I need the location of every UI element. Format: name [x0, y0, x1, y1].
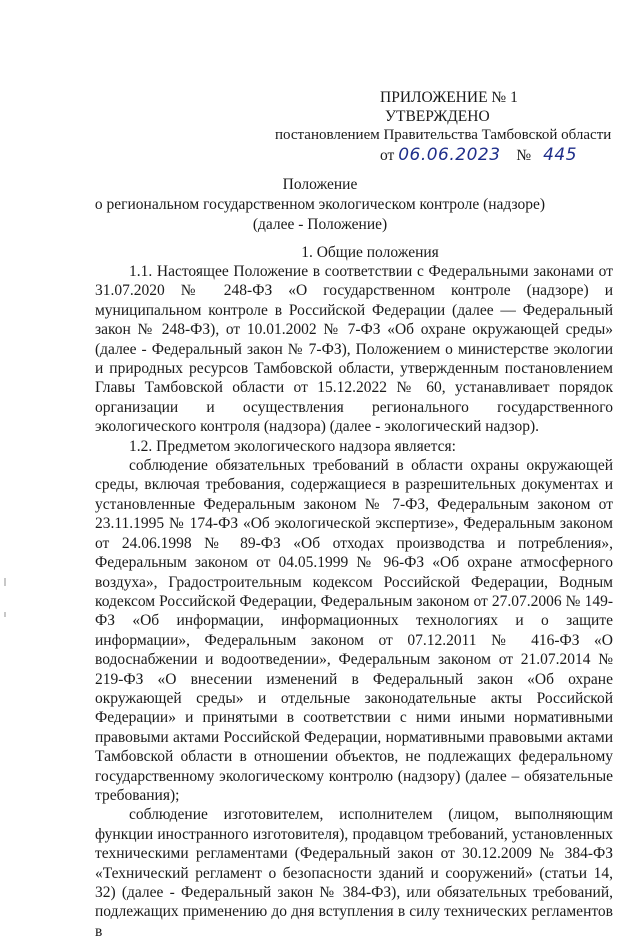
handwritten-date: 06.06.2023 [398, 145, 501, 165]
section-heading [0, 244, 640, 262]
paragraph-1-2: 1.2. Предметом экологического надзора является: [129, 437, 456, 455]
margin-mark [4, 578, 6, 586]
paragraph-1-1: 1.1. Настоящее Положение в соответствии с Федеральными законами от 31.07.2020 № 248-ФЗ «О государственном контроле (надзоре) и муниципальном контроле в Российской Федерации (далее — Федеральный закон № 248-ФЗ), от 10.01.2002 № 7-ФЗ «Об охране окружающей среды» (далее - Федеральный закон № 7-ФЗ), Положением о министерстве экологии и природных ресурсов Тамбовской области, утвержденным постановлением Главы Тамбовской области от 15.12.2022 № 60, устанавливает порядок организации и осуществления регионального государственного экологического контроля (надзора) (далее - экологический надзор). [95, 263, 613, 436]
handwritten-number: 445 [543, 145, 578, 165]
appendix-label: ПРИЛОЖЕНИЕ № 1 [380, 89, 518, 106]
document-title [0, 175, 640, 235]
section-heading-text: 1. Общие положения [301, 244, 439, 261]
approval-block [270, 88, 610, 165]
date-prefix: от [380, 147, 395, 164]
resolution-reference: постановлением Правительства Тамбовской области [275, 127, 612, 143]
number-sign: № [516, 147, 532, 164]
title-line-1: Положение [282, 176, 358, 193]
body-text [95, 262, 613, 941]
paragraph-technical-regulations: соблюдение изготовителем, исполнителем (лицом, выполняющим функции иностранного изготовителя), продавцом требований, установленных техническими регламентами (Федеральный закон от 30.12.2009 № 384-ФЗ «Технический регламент о безопасности зданий и сооружений» (статьи 14, 32) (далее - Федеральный закон № 384-ФЗ), или обязательных требований, подлежащих применению до дня вступления в силу технических регламентов в [95, 806, 613, 940]
title-line-3: (далее - Положение) [252, 216, 388, 233]
title-line-2: о региональном государственном экологическом контроле (надзоре) [94, 196, 546, 213]
paragraph-requirements: соблюдение обязательных требований в области охраны окружающей среды, включая требования, содержащиеся в разрешительных документах и установленные Федеральным законом № 7-ФЗ, Федеральным законом от 23.11.1995 № 174-ФЗ «Об экологической экспертизе», Федеральным законом от 24.06.1998 № 89-ФЗ «Об отходах производства и потребления», Федеральным законом от 04.05.1999 № 96-ФЗ «Об охране атмосферного воздуха», Градостроительным кодексом Российской Федерации, Водным кодексом Российской Федерации, Федеральным законом от 27.07.2006 № 149-ФЗ «Об информации, информационных технологиях и о защите информации», Федеральным законом от 07.12.2011 № 416-ФЗ «О водоснабжении и водоотведении», Федеральным законом от 21.07.2014 № 219-ФЗ «О внесении изменений в Федеральный закон «Об охране окружающей среды» и отдельные законодательные акты Российской Федерации» и принятыми в соответствии с ними иными нормативными правовыми актами Российской Федерации, нормативными правовыми актами Тамбовской области в отношении объектов, не подлежащих федеральному государственному экологическому контролю (надзору) (далее – обязательные требования); [95, 457, 613, 804]
margin-mark [4, 612, 6, 617]
date-line [270, 146, 610, 165]
approved-label: УТВЕРЖДЕНО [385, 108, 490, 125]
